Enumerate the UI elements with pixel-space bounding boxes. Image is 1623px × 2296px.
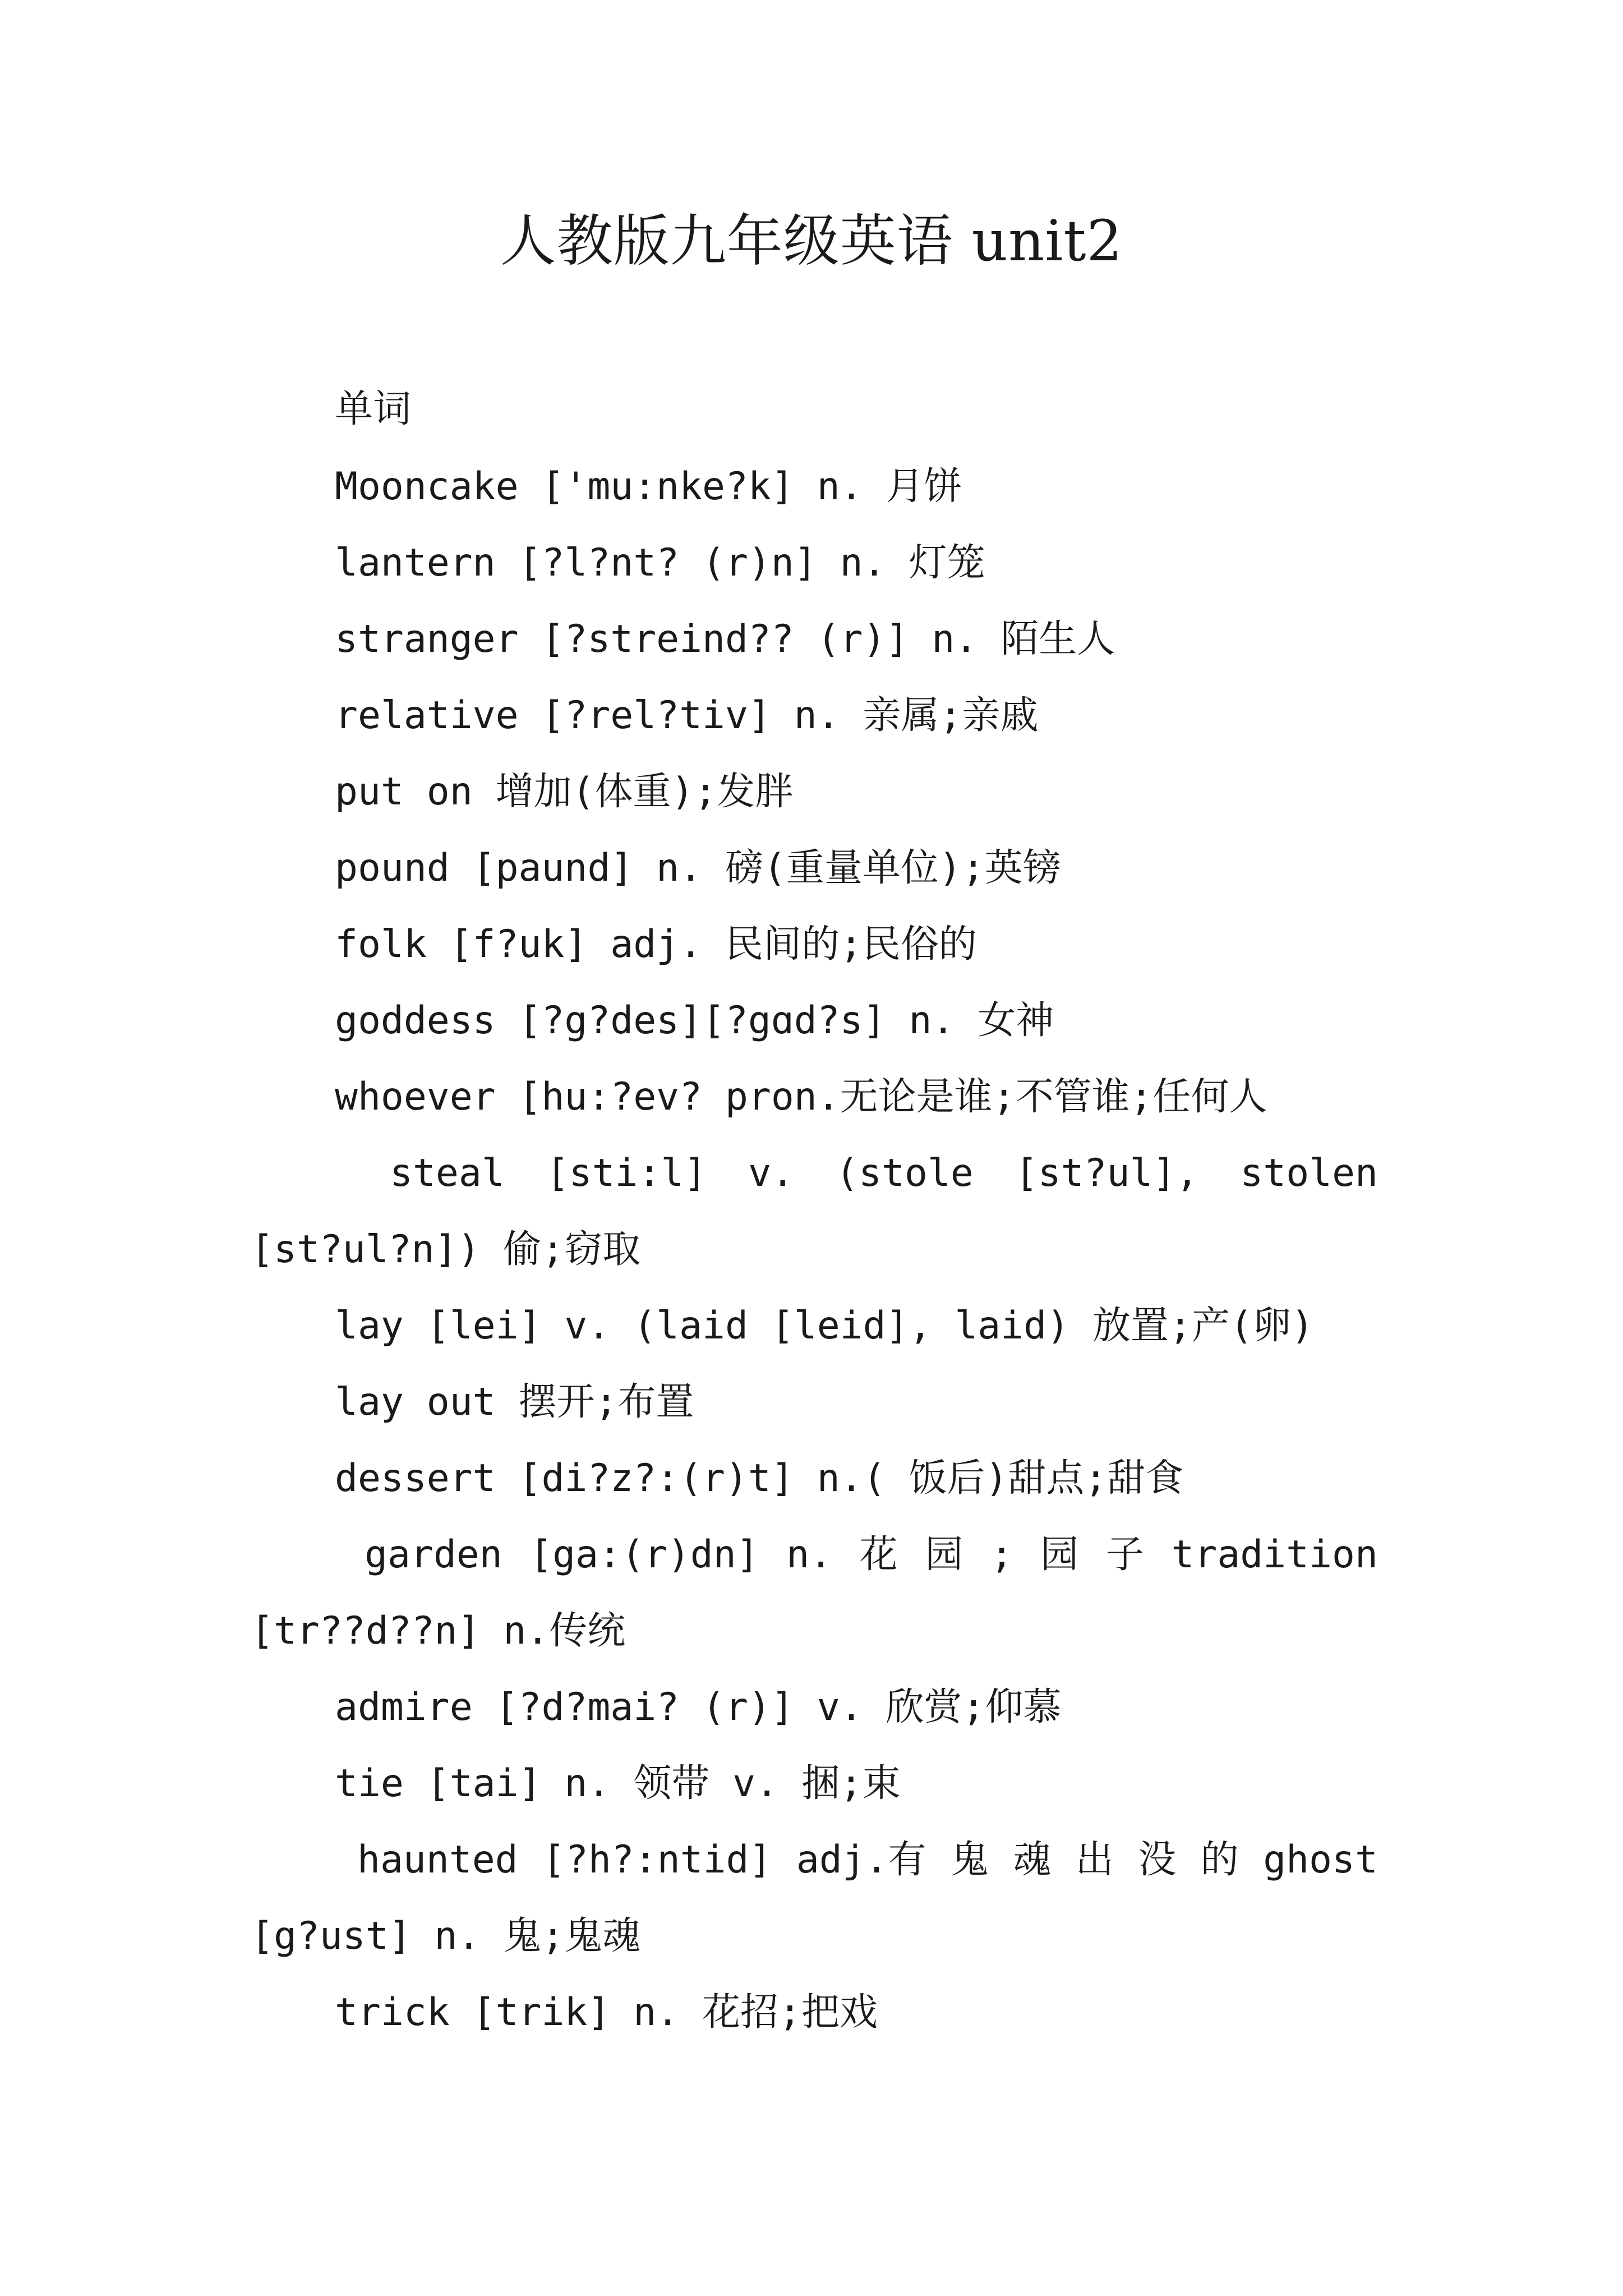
list-item: lantern [?l?nt? (r)n] n. 灯笼 bbox=[335, 541, 985, 585]
list-item: relative [?rel?tiv] n. 亲属;亲戚 bbox=[335, 693, 1039, 738]
list-item-continuation: [g?ust] n. 鬼;鬼魂 bbox=[251, 1914, 641, 1958]
list-item: dessert [di?z?:(r)t] n.( 饭后)甜点;甜食 bbox=[335, 1456, 1184, 1501]
list-item: folk [f?uk] adj. 民间的;民俗的 bbox=[335, 922, 977, 967]
list-item: lay out 摆开;布置 bbox=[335, 1380, 694, 1424]
section-heading: 单词 bbox=[335, 387, 412, 431]
list-item: Mooncake ['mu:nke?k] n. 月饼 bbox=[335, 464, 962, 509]
list-item: trick [trik] n. 花招;把戏 bbox=[335, 1990, 878, 2035]
list-item-justified: garden [ga:(r)dn] n. 花 园 ; 园 子 tradition bbox=[365, 1533, 1378, 1577]
list-item-continuation: [st?ul?n]) 偷;窃取 bbox=[251, 1227, 641, 1272]
list-item: admire [?d?mai? (r)] v. 欣赏;仰慕 bbox=[335, 1685, 1062, 1729]
list-item: goddess [?g?des][?gɑd?s] n. 女神 bbox=[335, 999, 1054, 1043]
list-item: pound [paund] n. 磅(重量单位);英镑 bbox=[335, 846, 1061, 890]
list-item: tie [tai] n. 领带 v. 捆;束 bbox=[335, 1761, 901, 1806]
document-title: 人教版九年级英语 unit2 bbox=[500, 208, 1123, 274]
list-item: whoever [hu:?ev? pron.无论是谁;不管谁;任何人 bbox=[335, 1075, 1267, 1119]
list-item-justified: haunted [?h?:ntid] adj.有 鬼 魂 出 没 的 ghost bbox=[357, 1838, 1378, 1882]
list-item: lay [lei] v. (laid [leid], laid) 放置;产(卵) bbox=[335, 1304, 1314, 1348]
list-item-justified: steal [sti:l] v. (stole [st?ul], stolen bbox=[390, 1151, 1378, 1195]
list-item-continuation: [tr??d??n] n.传统 bbox=[251, 1609, 626, 1653]
list-item: stranger [?streind?? (r)] n. 陌生人 bbox=[335, 617, 1115, 661]
list-item: put on 增加(体重);发胖 bbox=[335, 770, 794, 814]
